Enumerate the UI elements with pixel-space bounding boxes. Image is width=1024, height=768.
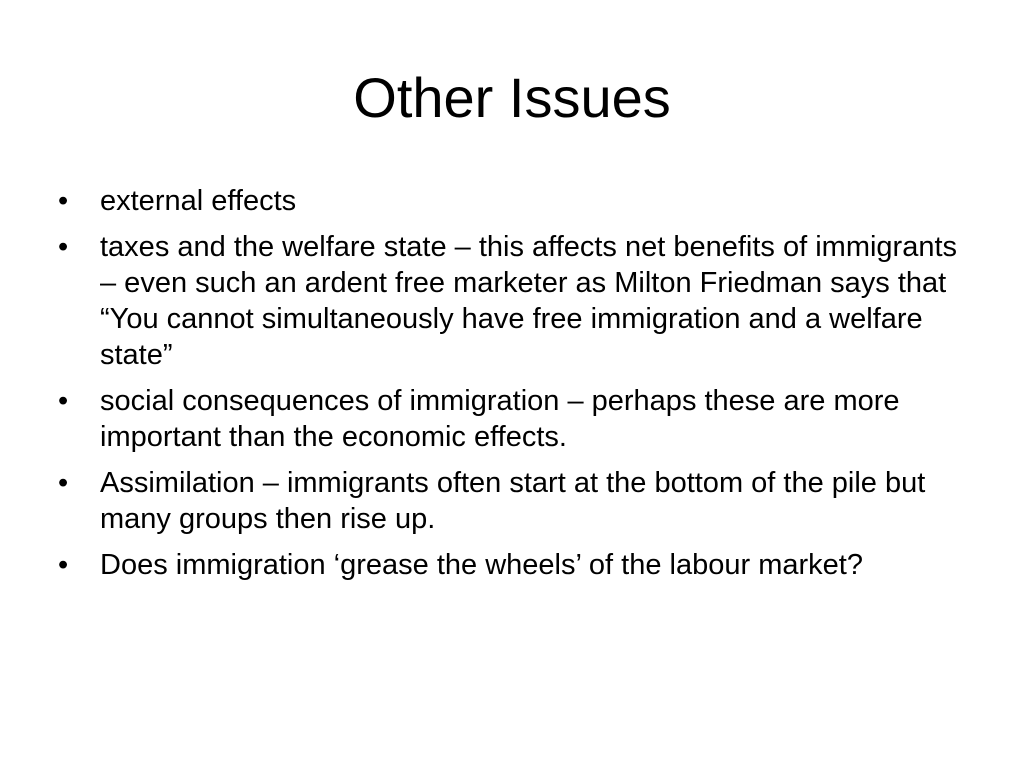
bullet-list xyxy=(58,183,978,593)
bullet-text: Does immigration ‘grease the wheels’ of the labour market? xyxy=(100,549,863,581)
bullet-dot-icon: • xyxy=(58,467,69,499)
bullet-item-taxes-welfare xyxy=(58,229,978,373)
bullet-text: Assimilation – immigrants often start at the bottom of the pile but many groups then rise up. xyxy=(100,467,926,535)
bullet-dot-icon: • xyxy=(58,231,69,263)
bullet-item-social-consequences xyxy=(58,383,978,455)
bullet-item-external-effects xyxy=(58,183,978,219)
bullet-dot-icon: • xyxy=(58,385,69,417)
bullet-dot-icon: • xyxy=(58,185,69,217)
bullet-item-grease-wheels xyxy=(58,547,978,583)
slide-title: Other Issues xyxy=(353,66,671,129)
bullet-text: taxes and the welfare state – this affects net benefits of immigrants – even such an ardent free marketer as Milton Friedman says that “You cannot simultaneously have free immigration and a welfare state” xyxy=(100,231,958,371)
bullet-text: external effects xyxy=(100,185,297,217)
bullet-dot-icon: • xyxy=(58,549,69,581)
bullet-item-assimilation xyxy=(58,465,978,537)
bullet-text: social consequences of immigration – perhaps these are more important than the economic effects. xyxy=(100,385,900,453)
